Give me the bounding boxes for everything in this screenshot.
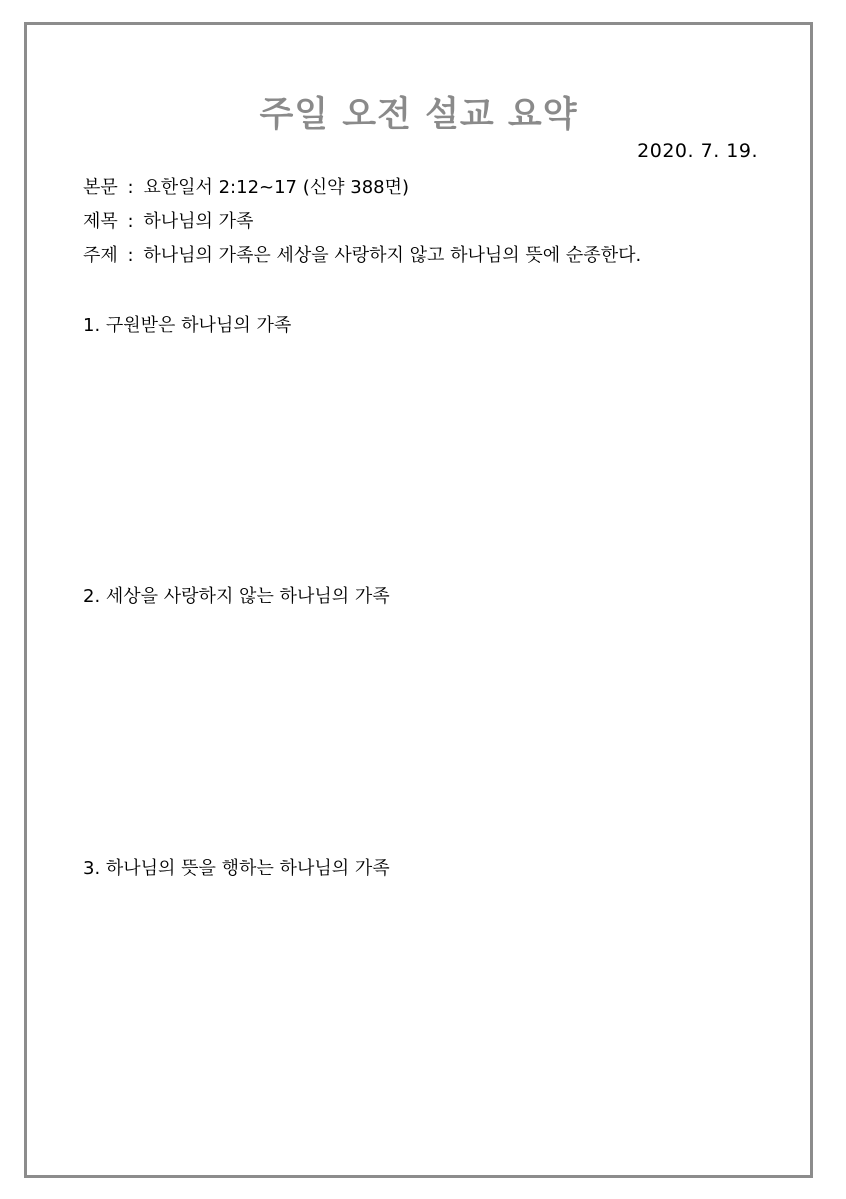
section-heading-1: 1. 구원받은 하나님의 가족 (83, 315, 292, 336)
theme-label: 주제 (83, 245, 118, 266)
page-frame (24, 22, 813, 1178)
scripture-line (83, 173, 409, 199)
document-title: 주일 오전 설교 요약 (259, 95, 578, 135)
sermon-title-label: 제목 (83, 211, 118, 232)
section-heading-2: 2. 세상을 사랑하지 않는 하나님의 가족 (83, 586, 390, 607)
sermon-title-line (83, 207, 253, 233)
document-date: 2020. 7. 19. (637, 140, 758, 162)
theme-separator: : (127, 245, 134, 266)
theme-line (83, 241, 641, 267)
scripture-value: 요한일서 2:12~17 (신약 388면) (143, 177, 410, 198)
theme-value: 하나님의 가족은 세상을 사랑하지 않고 하나님의 뜻에 순종한다. (143, 245, 642, 266)
scripture-label: 본문 (83, 177, 118, 198)
section-heading-3: 3. 하나님의 뜻을 행하는 하나님의 가족 (83, 858, 390, 879)
sermon-title-value: 하나님의 가족 (143, 211, 254, 232)
scripture-separator: : (127, 177, 134, 198)
sermon-title-separator: : (127, 211, 134, 232)
